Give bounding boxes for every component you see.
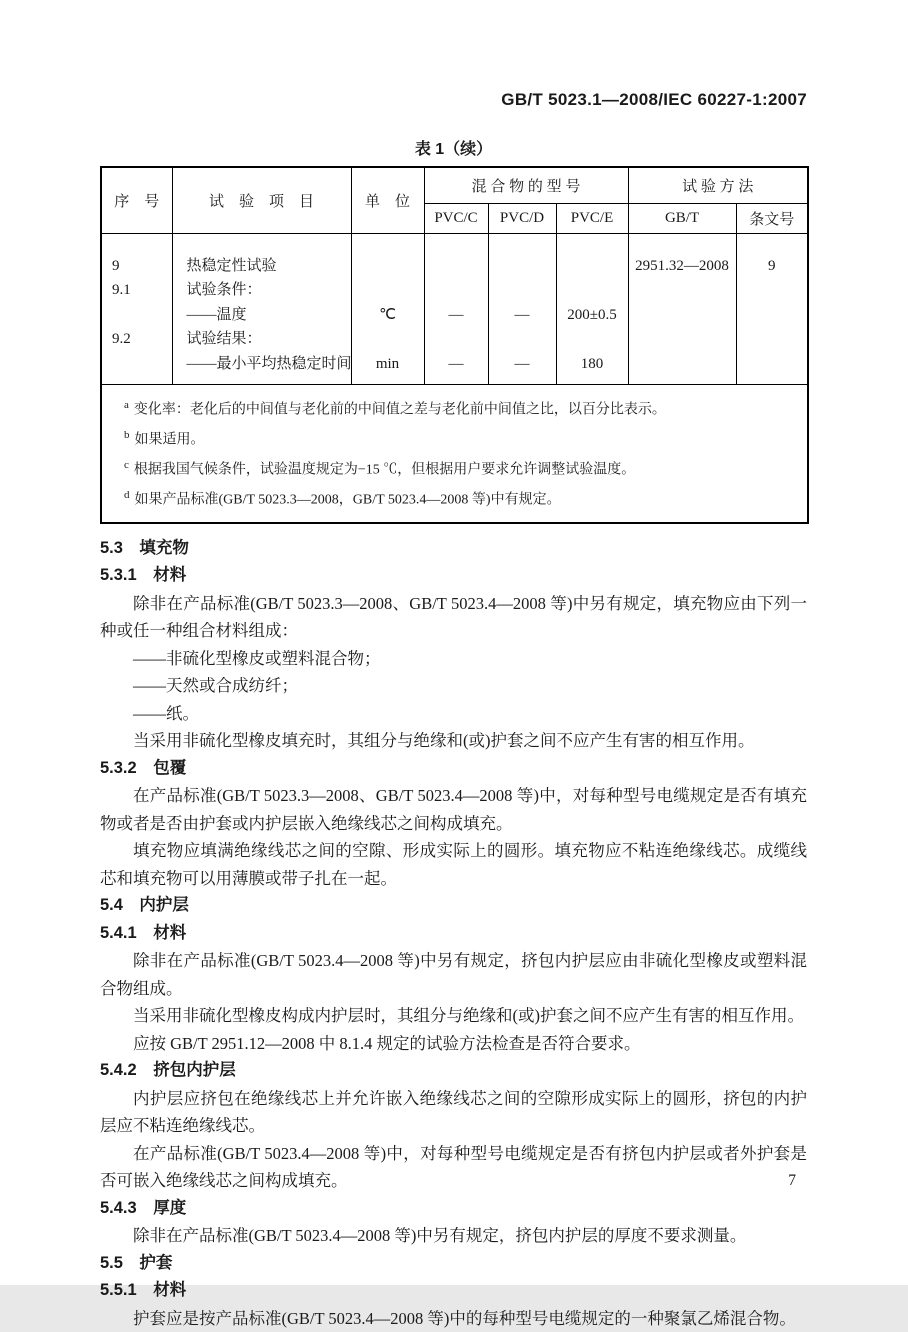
section-heading: 5.3.2 包覆	[100, 758, 187, 777]
table-cell-line	[102, 352, 172, 377]
table-cell-line	[629, 352, 736, 377]
col-group-test-method: 试 验 方 法	[628, 167, 808, 203]
paragraph: 填充物应填满绝缘线芯之间的空隙、形成实际上的圆形。填充物应不粘连绝缘线芯。成缆线芯和填充物可以用薄膜或带子扎在一起。	[100, 841, 807, 888]
table-cell-line	[557, 278, 628, 303]
table-cell-line: ——温度	[186, 306, 247, 323]
footnote-marker: b	[124, 429, 130, 442]
section-heading: 5.4 内护层	[100, 896, 189, 915]
footnote-text: 如果产品标准(GB/T 5023.3—2008，GB/T 5023.4—2008 等)中有规定。	[134, 493, 561, 509]
col-header-clause: 条文号	[736, 203, 808, 233]
table-cell-line: 热稳定性试验	[186, 257, 277, 274]
footnote-marker: d	[124, 489, 130, 502]
dash-list-item: ——非硫化型橡皮或塑料混合物；	[133, 648, 381, 668]
col-header-gbt: GB/T	[628, 203, 736, 233]
section-heading: 5.5.1 材料	[100, 1281, 187, 1300]
table-cell-line	[102, 303, 172, 328]
table-cell-line: 9.2	[112, 331, 131, 347]
col-header-pvcc: PVC/C	[424, 203, 488, 233]
page-number: 7	[788, 1172, 796, 1189]
dash-list-item: ——天然或合成纺纤；	[133, 676, 298, 696]
table-cell-line: 9	[768, 257, 776, 274]
section-heading: 5.4.3 厚度	[100, 1198, 187, 1217]
paragraph: 在产品标准(GB/T 5023.4—2008 等)中，对每种型号电缆规定是否有挤包内护层或者外护套是否可嵌入绝缘线芯之间构成填充。	[100, 1143, 807, 1191]
paragraph: 内护层应挤包在绝缘线芯上并允许嵌入绝缘线芯之间的空隙形成实际上的圆形，挤包的内护层应不粘连绝缘线芯。	[100, 1088, 807, 1136]
table-cell-line	[352, 254, 424, 279]
table-cell-line	[489, 327, 556, 352]
col-header-item: 试 验 项 目	[172, 167, 351, 233]
table-caption: 表 1（续）	[414, 141, 493, 158]
footnote-marker: a	[124, 399, 129, 411]
footnote-line	[124, 393, 793, 423]
table-cell-line	[352, 327, 424, 352]
paragraph: 当采用非硫化型橡皮填充时，其组分与绝缘和(或)护套之间不应产生有害的相互作用。	[133, 731, 755, 751]
table-cell-line	[425, 278, 488, 303]
dash-list-item: ——纸。	[133, 703, 199, 723]
table-cell-line	[425, 254, 488, 279]
paragraph: 应按 GB/T 2951.12—2008 中 8.1.4 规定的试验方法检查是否符合要求。	[133, 1033, 641, 1053]
standard-code-header: GB/T 5023.1—2008/IEC 60227-1:2007	[501, 90, 807, 109]
table-cell-line: min	[375, 355, 400, 372]
table-cell-line: 180	[580, 355, 604, 372]
table-body-row	[101, 233, 808, 385]
table-cell-line: 200±0.5	[567, 306, 617, 323]
paragraph: 在产品标准(GB/T 5023.3—2008、GB/T 5023.4—2008 等)中，对每种型号电缆规定是否有填充物或者是否由护套或内护层嵌入绝缘线芯之间构成填充。	[100, 786, 807, 833]
table-cell-line	[425, 327, 488, 352]
table-footnotes	[101, 385, 808, 523]
table-cell-line: —	[448, 306, 464, 323]
footnote-text: 根据我国气候条件，试验温度规定为−15 ℃，但根据用户要求允许调整试验温度。	[133, 462, 636, 478]
paragraph: 护套应是按产品标准(GB/T 5023.4—2008 等)中的每种型号电缆规定的一种聚氯乙烯混合物。	[133, 1308, 796, 1328]
table-cell-line: 9	[112, 257, 120, 274]
table-cell-line: 2951.32—2008	[635, 257, 729, 274]
footnote-line	[124, 423, 793, 453]
footnote-text: 如果适用。	[134, 432, 205, 448]
test-methods-table	[100, 166, 809, 524]
footnote-line	[124, 453, 793, 483]
page-content	[100, 136, 807, 1332]
section-heading: 5.3.1 材料	[100, 566, 187, 585]
table-cell-line	[352, 278, 424, 303]
table-body-cell-pvce	[556, 233, 628, 385]
paragraph: 除非在产品标准(GB/T 5023.4—2008 等)中另有规定，挤包内护层应由非硫化型橡皮或塑料混合物组成。	[100, 951, 807, 998]
section-heading: 5.4.2 挤包内护层	[100, 1061, 236, 1080]
paragraph: 当采用非硫化型橡皮构成内护层时，其组分与绝缘和(或)护套之间不应产生有害的相互作用。	[133, 1006, 804, 1026]
col-group-mixture-type: 混 合 物 的 型 号	[424, 167, 628, 203]
paragraph: 除非在产品标准(GB/T 5023.4—2008 等)中另有规定，挤包内护层的厚度不要求测量。	[133, 1226, 747, 1246]
col-header-unit: 单 位	[351, 167, 424, 233]
footnote-line	[124, 483, 793, 513]
footnote-text: 变化率：老化后的中间值与老化前的中间值之差与老化前中间值之比，以百分比表示。	[133, 402, 666, 418]
table-cell-line	[557, 254, 628, 279]
table-cell-line	[557, 327, 628, 352]
table-body-cell-pvcc	[424, 233, 488, 385]
table-cell-line: 试验结果：	[186, 331, 262, 347]
table-cell-line: 试验条件：	[186, 282, 262, 298]
table-cell-line	[737, 327, 808, 352]
table-body-cell-pvcd	[488, 233, 556, 385]
section-heading: 5.4.1 材料	[100, 923, 187, 942]
table-cell-line: —	[448, 355, 464, 372]
table-cell-line	[629, 303, 736, 328]
table-cell-line: —	[514, 306, 530, 323]
table-body-cell-gbt	[628, 233, 736, 385]
table-cell-line: 9.1	[112, 282, 131, 298]
table-body-cell-unit	[351, 233, 424, 385]
table-cell-line	[489, 254, 556, 279]
col-header-seq: 序 号	[101, 167, 172, 233]
table-cell-line	[629, 327, 736, 352]
table-cell-line: ℃	[379, 306, 396, 323]
section-heading: 5.5 护套	[100, 1253, 173, 1272]
table-body-cell-item	[172, 233, 351, 385]
section-heading: 5.3 填充物	[100, 538, 189, 557]
table-cell-line: —	[514, 355, 530, 372]
col-header-pvce: PVC/E	[556, 203, 628, 233]
table-cell-line	[629, 278, 736, 303]
body-sections	[100, 535, 807, 1332]
table-cell-line: ——最小平均热稳定时间	[186, 355, 352, 372]
table-cell-line	[737, 303, 808, 328]
table-body-cell-seq	[101, 233, 172, 385]
table-cell-line	[737, 352, 808, 377]
table-body-cell-clause	[736, 233, 808, 385]
col-header-pvcd: PVC/D	[488, 203, 556, 233]
table-cell-line	[489, 278, 556, 303]
footnote-marker: c	[124, 459, 129, 472]
paragraph: 除非在产品标准(GB/T 5023.3—2008、GB/T 5023.4—2008 等)中另有规定，填充物应由下列一种或任一种组合材料组成：	[100, 593, 807, 641]
table-cell-line	[737, 278, 808, 303]
